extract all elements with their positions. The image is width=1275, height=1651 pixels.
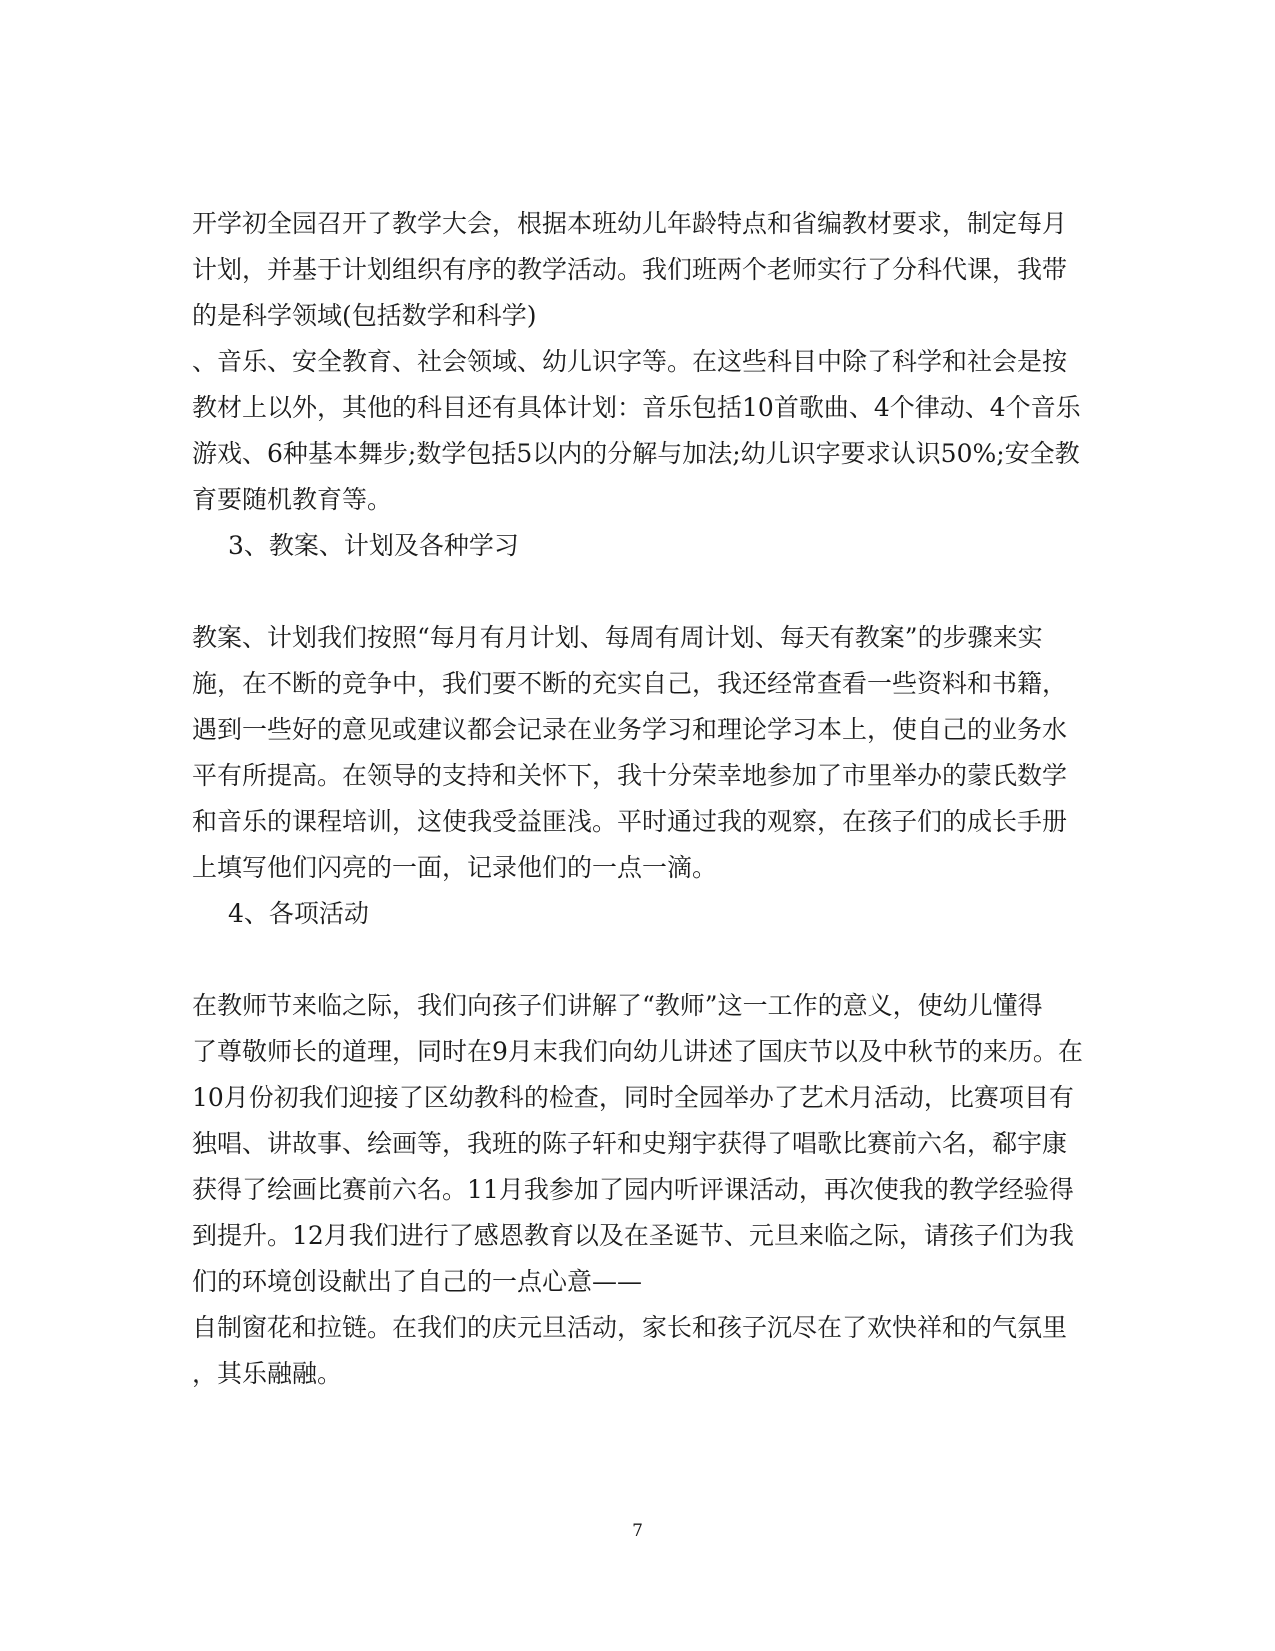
body-line: 了尊敬师长的道理，同时在9月末我们向幼儿讲述了国庆节以及中秋节的来历。在	[192, 1037, 1083, 1066]
body-line: 自制窗花和拉链。在我们的庆元旦活动，家长和孩子沉尽在了欢快祥和的气氛里	[192, 1313, 1068, 1342]
body-line: 计划，并基于计划组织有序的教学活动。我们班两个老师实行了分科代课，我带	[192, 255, 1068, 284]
body-line: 平有所提高。在领导的支持和关怀下，我十分荣幸地参加了市里举办的蒙氏数学	[192, 761, 1068, 790]
body-line: 育要随机教育等。	[192, 485, 393, 514]
body-line: 游戏、6种基本舞步;数学包括5以内的分解与加法;幼儿识字要求认识50%;安全教	[192, 439, 1080, 468]
body-line: 遇到一些好的意见或建议都会记录在业务学习和理论学习本上，使自己的业务水	[192, 715, 1068, 744]
body-line: 独唱、讲故事、绘画等，我班的陈子轩和史翔宇获得了唱歌比赛前六名，郗宇康	[192, 1129, 1068, 1158]
section-heading: 4、各项活动	[228, 899, 369, 928]
body-line: 到提升。12月我们进行了感恩教育以及在圣诞节、元旦来临之际，请孩子们为我	[192, 1221, 1074, 1250]
body-line: 的是科学领域(包括数学和科学)	[192, 301, 537, 330]
body-line: 们的环境创设献出了自己的一点心意——	[192, 1267, 643, 1296]
body-line: 开学初全园召开了教学大会，根据本班幼儿年龄特点和省编教材要求，制定每月	[192, 209, 1068, 238]
body-line: ，其乐融融。	[192, 1359, 343, 1388]
section-heading: 3、教案、计划及各种学习	[228, 531, 519, 560]
body-line: 、音乐、安全教育、社会领域、幼儿识字等。在这些科目中除了科学和社会是按	[192, 347, 1068, 376]
body-line: 施，在不断的竞争中，我们要不断的充实自己，我还经常查看一些资料和书籍，	[192, 669, 1068, 698]
body-line: 10月份初我们迎接了区幼教科的检查，同时全园举办了艺术月活动，比赛项目有	[192, 1083, 1074, 1112]
body-line: 教材上以外，其他的科目还有具体计划：音乐包括10首歌曲、4个律动、4个音乐	[192, 393, 1081, 422]
body-line: 和音乐的课程培训，这使我受益匪浅。平时通过我的观察，在孩子们的成长手册	[192, 807, 1068, 836]
body-line: 获得了绘画比赛前六名。11月我参加了园内听评课活动，再次使我的教学经验得	[192, 1175, 1074, 1204]
body-line: 教案、计划我们按照“每月有月计划、每周有周计划、每天有教案”的步骤来实	[192, 623, 1043, 652]
body-line: 上填写他们闪亮的一面，记录他们的一点一滴。	[192, 853, 718, 882]
body-line: 在教师节来临之际，我们向孩子们讲解了“教师”这一工作的意义，使幼儿懂得	[192, 991, 1043, 1020]
page-number: 7	[632, 1521, 643, 1541]
